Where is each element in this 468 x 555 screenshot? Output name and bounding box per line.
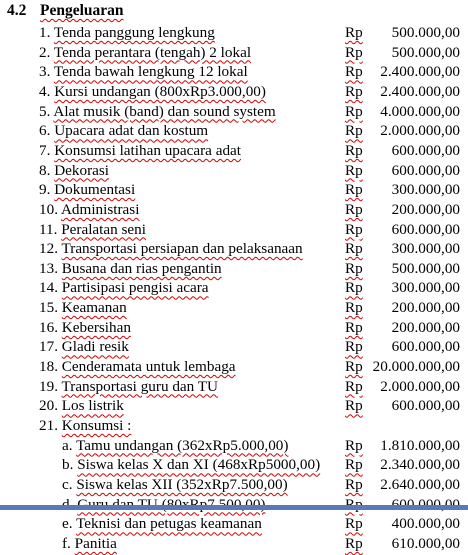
expense-item-number: 14. xyxy=(39,279,58,297)
expense-item-number: 5. xyxy=(39,102,51,120)
expense-item-text: Siswa kelas X dan XI (468xRp5000,00) xyxy=(77,456,321,474)
expense-item-text: Siswa kelas XII (352xRp7.500,00) xyxy=(76,475,288,493)
expense-item-text: Tenda perantara (tengah) 2 lokal xyxy=(53,43,252,61)
currency-label: Rp xyxy=(345,397,363,415)
page-bottom-border xyxy=(0,505,468,510)
expense-item-text: Gladi resik xyxy=(61,338,129,356)
currency-label: Rp xyxy=(345,24,363,41)
expense-amount: 200.000,00 xyxy=(391,299,460,317)
expense-item-text: Tenda bawah lengkung 12 lokal xyxy=(53,63,248,81)
expense-item-number: 15. xyxy=(39,299,58,317)
expense-amount: 400.000,00 xyxy=(391,515,460,533)
expense-amount: 500.000,00 xyxy=(391,259,460,277)
currency-label: Rp xyxy=(345,181,363,199)
section-heading xyxy=(7,0,124,22)
expense-item-label xyxy=(62,533,117,555)
currency-label: Rp xyxy=(345,279,363,297)
expense-amount: 300.000,00 xyxy=(391,181,460,199)
currency-label: Rp xyxy=(345,102,363,120)
currency-label: Rp xyxy=(345,259,363,277)
expense-amount: 2.400.000,00 xyxy=(380,63,460,81)
expense-item-text: Upacara adat dan kostum xyxy=(54,122,209,140)
expense-item-number: 17. xyxy=(39,338,58,356)
expense-item-text: Busana dan rias pengantin xyxy=(61,259,222,277)
expense-amount: 2.400.000,00 xyxy=(380,82,460,100)
expense-item-number: a. xyxy=(62,436,73,454)
currency-label: Rp xyxy=(345,161,363,179)
expense-item-number: 18. xyxy=(39,358,58,376)
expense-amount: 600.000,00 xyxy=(391,220,460,238)
expense-item-number: 8. xyxy=(39,161,51,179)
expense-item-number: 11. xyxy=(39,220,58,238)
expense-amount: 600.000,00 xyxy=(391,397,460,415)
expense-item-text: Panitia xyxy=(74,534,117,552)
expense-subitem-row xyxy=(0,533,468,555)
expense-item-text: Dekorasi xyxy=(54,161,110,179)
currency-label: Rp xyxy=(345,318,363,336)
expense-item-number: 16. xyxy=(39,318,58,336)
expense-amount: 600.000,00 xyxy=(391,161,460,179)
expense-item-number: 3. xyxy=(39,63,51,81)
currency-label: Rp xyxy=(345,475,363,493)
expense-item-text: Konsumsi latihan upacara adat xyxy=(54,141,242,159)
expense-amount: 4.000.000,00 xyxy=(380,102,460,120)
currency-label: Rp xyxy=(345,240,363,258)
expense-item-text: Alat musik (band) dan sound system xyxy=(53,102,276,120)
expense-amount: 300.000,00 xyxy=(391,279,460,297)
currency-label: Rp xyxy=(345,534,363,552)
expense-amount: 20.000.000,00 xyxy=(372,358,460,376)
expense-item-text: Teknisi dan petugas keamanan xyxy=(76,515,262,533)
expense-item-text: Kebersihan xyxy=(61,318,131,336)
expense-amount: 500.000,00 xyxy=(391,24,460,41)
expense-item-text: Kursi undangan (800xRp3.000,00) xyxy=(54,82,266,100)
expense-item-text: Transportasi guru dan TU xyxy=(61,377,219,395)
expense-amount: 2.640.000,00 xyxy=(380,475,460,493)
currency-label: Rp xyxy=(345,436,363,454)
currency-label: Rp xyxy=(345,82,363,100)
currency-label: Rp xyxy=(345,43,363,61)
expense-amount: 610.000,00 xyxy=(391,534,460,552)
expense-item-text: Keamanan xyxy=(61,299,127,317)
expense-item-number: f. xyxy=(62,534,71,552)
expense-item-number: 6. xyxy=(39,122,51,140)
expense-item-text: Tamu undangan (362xRp5.000,00) xyxy=(76,436,289,454)
expense-amount: 2.000.000,00 xyxy=(380,122,460,140)
expense-item-text: Administrasi xyxy=(60,200,140,218)
expense-amount: 600.000,00 xyxy=(391,141,460,159)
expense-item-number: 4. xyxy=(39,82,51,100)
expense-amount: 300.000,00 xyxy=(391,240,460,258)
expense-amount: 200.000,00 xyxy=(391,318,460,336)
currency-label: Rp xyxy=(345,122,363,140)
currency-label: Rp xyxy=(345,220,363,238)
expense-amount: 200.000,00 xyxy=(391,200,460,218)
expense-item-text: Partisipasi pengisi acara xyxy=(61,279,209,297)
currency-label: Rp xyxy=(345,515,363,533)
expense-item-number: 1. xyxy=(39,24,51,41)
expense-item-text: Dokumentasi xyxy=(54,181,136,199)
expense-item-text: Transportasi persiapan dan pelaksanaan xyxy=(61,240,303,258)
currency-label: Rp xyxy=(345,456,363,474)
expense-item-text: Cenderamata untuk lembaga xyxy=(61,358,236,376)
expense-amount: 600.000,00 xyxy=(391,338,460,356)
currency-label: Rp xyxy=(345,200,363,218)
expense-item-number: 9. xyxy=(39,181,51,199)
expense-item-number: c. xyxy=(62,475,73,493)
expense-item-number: 7. xyxy=(39,141,51,159)
expense-item-text: Konsumsi : xyxy=(61,417,132,434)
currency-label: Rp xyxy=(345,63,363,81)
currency-label: Rp xyxy=(345,358,363,376)
expense-amount: 1.810.000,00 xyxy=(380,436,460,454)
expense-item-number: b. xyxy=(62,456,74,474)
expense-item-number: e. xyxy=(62,515,73,533)
section-title: Pengeluaran xyxy=(40,2,124,19)
expense-amount: 2.340.000,00 xyxy=(380,456,460,474)
currency-label: Rp xyxy=(345,377,363,395)
expense-item-number: 10. xyxy=(39,200,58,218)
expense-amount: 2.000.000,00 xyxy=(380,377,460,395)
currency-label: Rp xyxy=(345,338,363,356)
expense-item-number: 20. xyxy=(39,397,58,415)
expense-amount: 500.000,00 xyxy=(391,43,460,61)
expense-item-text: Peralatan seni xyxy=(61,220,146,238)
currency-label: Rp xyxy=(345,141,363,159)
currency-label: Rp xyxy=(345,299,363,317)
expense-item-text: Tenda panggung lengkung xyxy=(53,24,215,41)
expense-item-number: 21. xyxy=(39,417,58,434)
expense-item-number: 12. xyxy=(39,240,58,258)
expense-item-number: 13. xyxy=(39,259,58,277)
expense-item-text: Los listrik xyxy=(61,397,124,415)
section-number: 4.2 xyxy=(7,2,27,19)
expense-item-number: 19. xyxy=(39,377,58,395)
expense-item-number: 2. xyxy=(39,43,51,61)
